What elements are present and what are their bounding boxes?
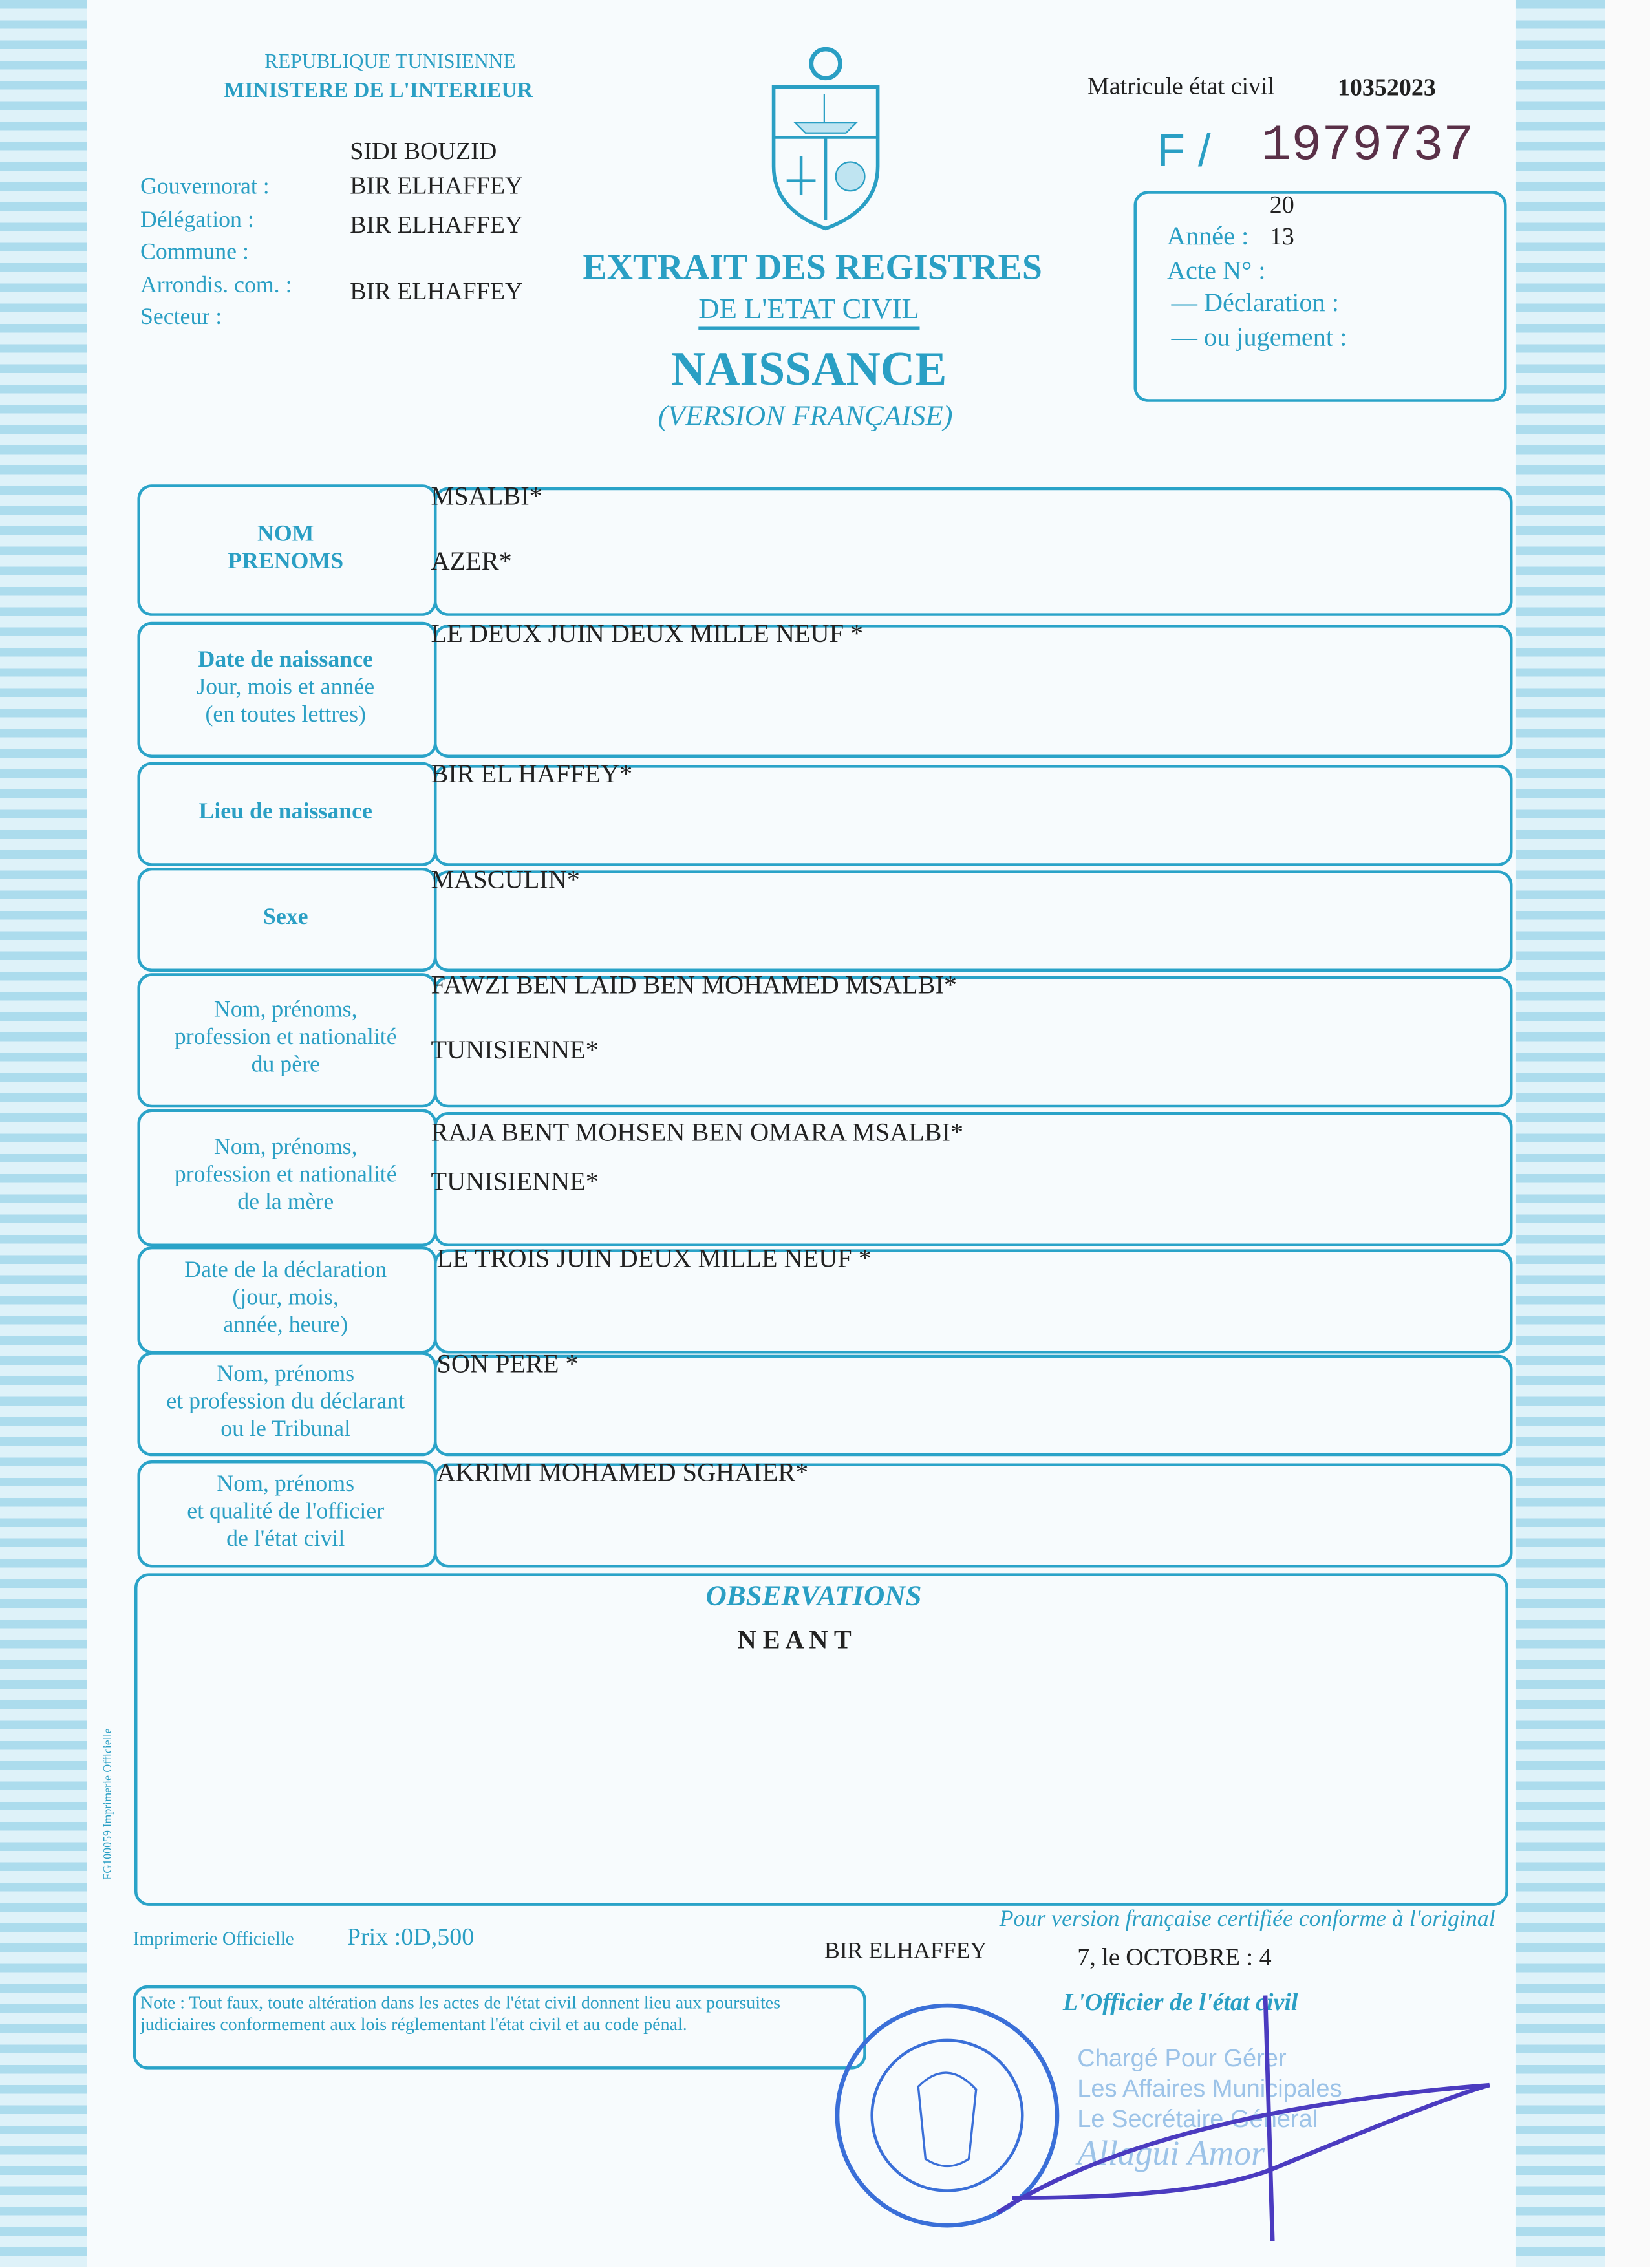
- signature-line: Chargé Pour Gérer: [1077, 2044, 1287, 2073]
- field-value: BIR EL HAFFEY*: [431, 759, 633, 788]
- field-value: LE DEUX JUIN DEUX MILLE NEUF *: [431, 619, 864, 648]
- field-label-line: profession et nationalité: [174, 1025, 397, 1050]
- field-label-line: (jour, mois,: [232, 1285, 339, 1310]
- field-label: [140, 868, 431, 966]
- field-label-line: et qualité de l'officier: [187, 1499, 385, 1524]
- print-code: FG100059 Imprimerie Officielle: [101, 1728, 114, 1880]
- field-label: [140, 1109, 431, 1241]
- jugement-label: — ou jugement :: [1171, 322, 1347, 352]
- title-version: (VERSION FRANÇAISE): [658, 400, 953, 433]
- title-extrait: EXTRAIT DES REGISTRES: [583, 248, 1042, 288]
- ministry-label: MINISTERE DE L'INTERIEUR: [224, 80, 533, 103]
- annee-label: Année :: [1166, 221, 1249, 250]
- field-label-line: Lieu de naissance: [198, 798, 372, 824]
- serial-prefix: F /: [1157, 124, 1211, 177]
- field-label-line: ou le Tribunal: [220, 1416, 351, 1441]
- issue-date: 7, le OCTOBRE : 4: [1077, 1943, 1272, 1971]
- field-label-line: de l'état civil: [226, 1526, 345, 1551]
- gouvernorat-top-value: SIDI BOUZID: [350, 137, 497, 165]
- field-label-line: Nom, prénoms: [217, 1471, 355, 1496]
- price-label: Prix :0D,500: [347, 1923, 475, 1951]
- field-value: AZER*: [431, 546, 512, 576]
- field-label: [140, 1460, 431, 1562]
- field-label: [140, 762, 431, 861]
- field-label: [140, 973, 431, 1102]
- officer-label: L'Officier de l'état civil: [1062, 1988, 1298, 2016]
- matricule-label: Matricule état civil: [1087, 72, 1275, 100]
- handwritten-signature-icon: [983, 1996, 1504, 2256]
- commune-label: Commune :: [140, 240, 249, 265]
- signature-line: Allagui Amor: [1077, 2135, 1265, 2174]
- observations-label: OBSERVATIONS: [705, 1580, 922, 1612]
- title-naissance: NAISSANCE: [670, 344, 947, 396]
- acte-number-label: Acte N° :: [1166, 255, 1266, 285]
- field-label-line: année, heure): [223, 1312, 348, 1337]
- acte-century: 20: [1269, 191, 1294, 219]
- field-label-line: Date de naissance: [198, 647, 373, 672]
- gouvernorat-label: Gouvernorat :: [140, 175, 270, 200]
- certified-label: Pour version française certifiée conforme à l'original: [999, 1907, 1495, 1932]
- tunisia-coat-of-arms-icon: [766, 43, 884, 231]
- serial-number: 1979737: [1261, 117, 1474, 175]
- delegation-value: BIR ELHAFFEY: [350, 211, 523, 239]
- issue-place: BIR ELHAFFEY: [824, 1939, 987, 1964]
- field-label: [140, 1352, 431, 1450]
- field-value-box: [434, 1355, 1513, 1457]
- field-label-line: PRENOMS: [228, 548, 344, 573]
- field-label-line: et profession du déclarant: [166, 1389, 405, 1414]
- field-value: MASCULIN*: [431, 864, 580, 894]
- arrondissement-value: BIR ELHAFFEY: [350, 277, 523, 305]
- republic-label: REPUBLIQUE TUNISIENNE: [264, 52, 516, 74]
- field-value: MSALBI*: [431, 481, 542, 511]
- field-label-line: du père: [251, 1053, 320, 1078]
- field-value: TUNISIENNE*: [431, 1166, 599, 1196]
- guilloche-border-right: [1516, 0, 1605, 2267]
- field-label-line: NOM: [257, 521, 314, 546]
- field-label-line: Sexe: [262, 904, 308, 930]
- field-value: FAWZI BEN LAID BEN MOHAMED MSALBI*: [431, 970, 958, 1000]
- field-label: [140, 1246, 431, 1348]
- gouvernorat-value: BIR ELHAFFEY: [350, 172, 523, 200]
- field-label-line: Jour, mois et année: [197, 674, 375, 700]
- field-value-box: [434, 870, 1513, 972]
- observations-value: N E A N T: [737, 1625, 852, 1654]
- field-value: RAJA BENT MOHSEN BEN OMARA MSALBI*: [431, 1117, 964, 1147]
- signature-line: Les Affaires Municipales: [1077, 2075, 1342, 2103]
- field-value: AKRIMI MOHAMED SGHAIER*: [436, 1457, 809, 1487]
- matricule-value: 10352023: [1337, 74, 1436, 102]
- annee-value: 13: [1269, 222, 1294, 250]
- field-value-box: [434, 487, 1513, 616]
- field-value: SON PERE *: [436, 1349, 579, 1378]
- paper-edge: [1605, 0, 1650, 2267]
- field-label-line: Nom, prénoms,: [213, 998, 358, 1023]
- observations-box: [134, 1573, 1508, 1905]
- title-etat-civil: DE L'ETAT CIVIL: [698, 294, 919, 330]
- signature-line: Le Secrétaire Général: [1077, 2105, 1318, 2133]
- guilloche-border-left: [0, 0, 87, 2267]
- secteur-label: Secteur :: [140, 305, 222, 330]
- field-label: [140, 484, 431, 610]
- legal-note: Note : Tout faux, toute altération dans les actes de l'état civil donnent lieu aux poursuites judiciaires conformement aux lois réglementant l'état civil et au code pénal.: [140, 1993, 781, 2035]
- delegation-label: Délégation :: [140, 208, 254, 233]
- field-label-line: profession et nationalité: [174, 1162, 397, 1188]
- field-value: TUNISIENNE*: [431, 1035, 599, 1065]
- field-label-line: Nom, prénoms: [217, 1361, 355, 1386]
- imprimerie-label: Imprimerie Officielle: [133, 1927, 294, 1949]
- field-label-line: (en toutes lettres): [205, 701, 366, 727]
- field-label: [140, 622, 431, 752]
- field-label-line: Date de la déclaration: [184, 1257, 387, 1282]
- field-value: LE TROIS JUIN DEUX MILLE NEUF *: [436, 1243, 872, 1273]
- field-label-line: Nom, prénoms,: [213, 1135, 358, 1160]
- declaration-label: — Déclaration :: [1171, 288, 1340, 317]
- field-label-line: de la mère: [237, 1190, 334, 1215]
- arrondissement-label: Arrondis. com. :: [140, 273, 292, 298]
